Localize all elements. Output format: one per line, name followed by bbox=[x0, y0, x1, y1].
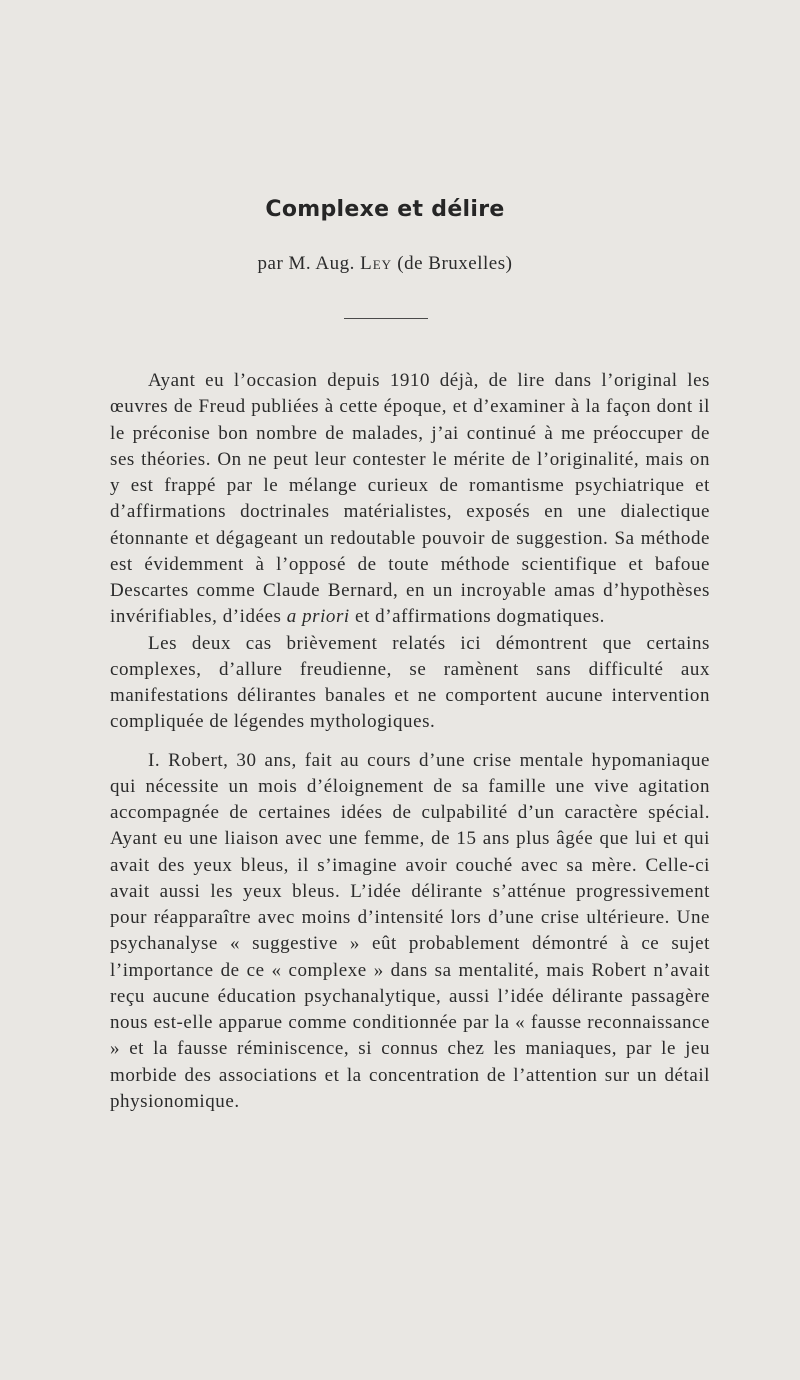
paragraph-1-end: et d’affirmations dogmatiques. bbox=[349, 606, 605, 628]
author-surname: Ley bbox=[360, 253, 393, 274]
title-separator bbox=[344, 318, 428, 319]
byline-suffix: (de Bruxelles) bbox=[392, 253, 513, 274]
paragraph-1-italic: a priori bbox=[286, 606, 350, 628]
byline-prefix: par M. Aug. bbox=[257, 253, 361, 274]
paragraph-3: I. Robert, 30 ans, fait au cours d’une crise mentale hypomaniaque qui nécessite un mois d’éloignement de sa famille une vive agitation accompagnée de certaines idées de culpabilité d’un caractère spécial. Ayant eu une liaison avec une femme, de 15 ans plus âgée que lui et qui avait des yeux bleus, il s’imagine avoir couché avec sa mère. Celle-ci avait aussi les yeux bleus. L’idée délirante s’atténue progressivement pour réapparaître avec moins d’intensité lors d’une crise ultérieure. Une psychanalyse « suggestive » eût probablement démontré à ce sujet l’importance de ce « complexe » dans sa mentalité, mais Robert n’avait reçu aucune éducation psychanalytique, aussi l’idée délirante passagère nous est-elle apparue comme conditionnée par la « fausse reconnaissance » et la fausse réminiscence, si connus chez les maniaques, par le jeu morbide des associations et la concentration de l’attention sur un détail physionomique. bbox=[110, 749, 710, 1112]
paragraph-1 bbox=[110, 368, 710, 631]
article-title: Complexe et délire bbox=[265, 197, 505, 222]
paragraph-2: Les deux cas brièvement relatés ici démontrent que certains complexes, d’allure freudienne, se ramènent sans difficulté aux manifestations délirantes banales et ne comportent aucune intervention compliquée de légendes mythologiques. bbox=[110, 632, 710, 733]
article-body bbox=[110, 368, 710, 1115]
paragraph-1-text: Ayant eu l’occasion depuis 1910 déjà, de lire dans l’original les œuvres de Freud publiées à cette époque, et d’examiner à la façon dont il le préconise bon nombre de malades, j’ai continué à me préoccuper de ses théories. On ne peut leur contester le mérite de l’originalité, mais on y est frappé par le mélange curieux de romantisme psychiatrique et d’affirmations doctrinales matérialistes, exposés en une dialectique étonnante et dégageant un redoutable pouvoir de suggestion. Sa méthode est évidemment à l’opposé de toute méthode scientifique et bafoue Descartes comme Claude Bernard, en un incroyable amas d’hypothèses invérifiables, d’idées bbox=[110, 370, 710, 628]
article-byline bbox=[0, 253, 770, 275]
